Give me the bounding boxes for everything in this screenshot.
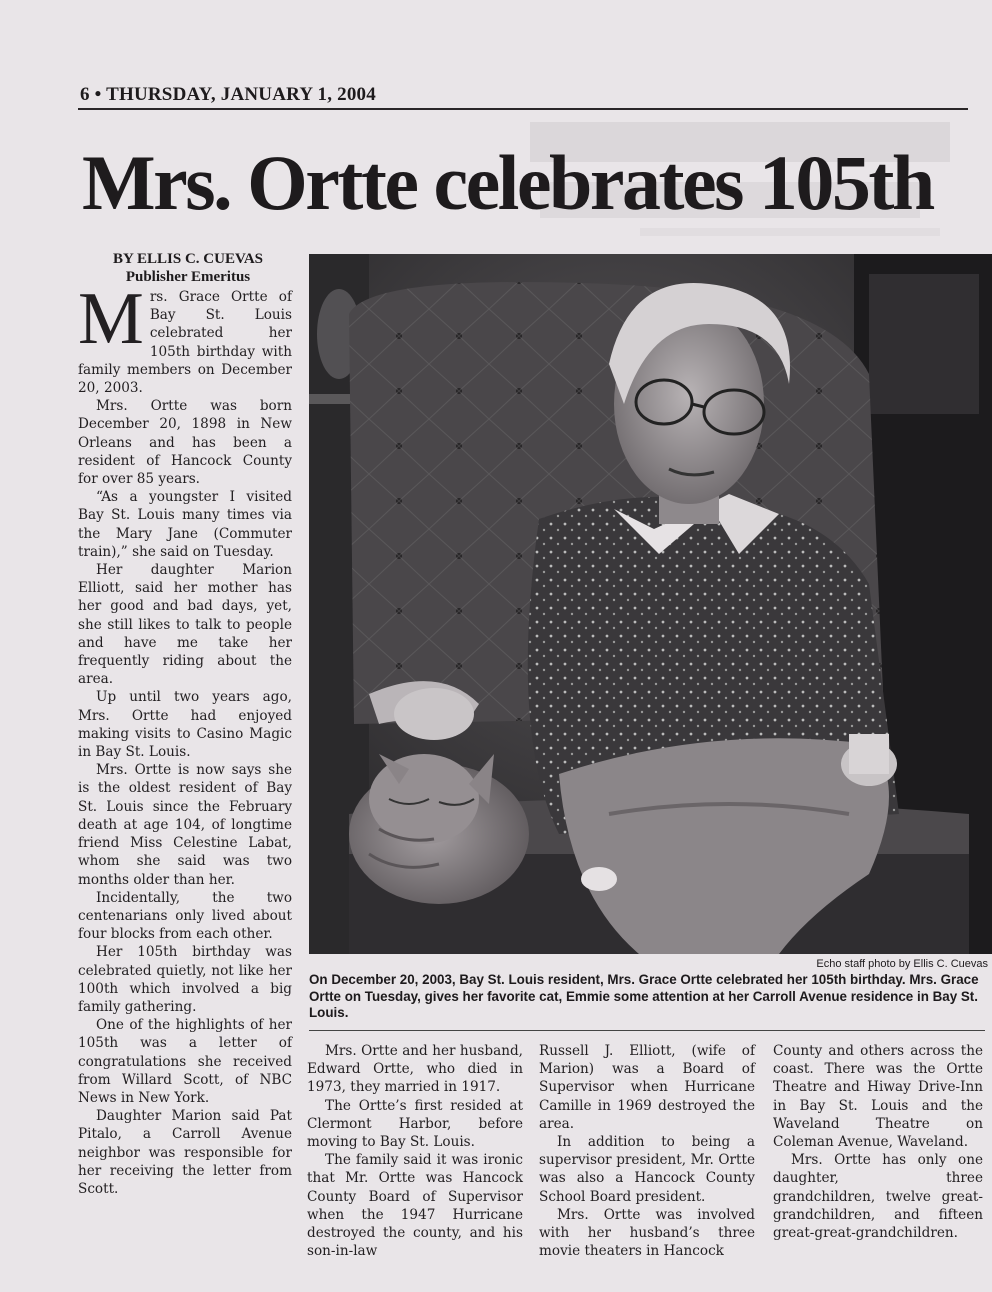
- paragraph: “As a youngster I visited Bay St. Louis many times via the Mary Jane (Commuter train),” she said on Tuesday.: [78, 489, 292, 560]
- article-photo: [309, 254, 992, 954]
- paragraph: Daughter Marion said Pat Pitalo, a Carroll Avenue neighbor was responsible for her receiving the letter from Scott.: [78, 1108, 292, 1197]
- article-column-3: [539, 1042, 755, 1260]
- caption-rule: [309, 1030, 985, 1031]
- article-column-4: [773, 1042, 983, 1242]
- article-column-1: [78, 278, 292, 1288]
- paragraph: Her 105th birthday was celebrated quietly, not like her 100th which involved a big family gathering.: [78, 944, 292, 1015]
- byline-author: BY ELLIS C. CUEVAS: [112, 251, 264, 267]
- page-folio: 6 • THURSDAY, JANUARY 1, 2004: [80, 84, 376, 105]
- paragraph: The Ortte’s first resided at Clermont Harbor, before moving to Bay St. Louis.: [307, 1097, 523, 1151]
- paragraph: One of the highlights of her 105th was a letter of congratulations she received from Willard Scott, of NBC News in New York.: [78, 1017, 292, 1106]
- byline-title: Publisher Emeritus: [125, 269, 251, 285]
- continuation-paragraph: County and others across the coast. There was the Ortte Theatre and Hiway Drive-Inn in Bay St. Louis and the Waveland Theatre on Coleman Avenue, Waveland.: [773, 1043, 983, 1151]
- lead-text: rs. Grace Ortte of Bay St. Louis celebrated her 105th birthday with family members on December 20, 2003.: [78, 289, 292, 397]
- paragraph: Incidentally, the two centenarians only lived about four blocks from each other.: [78, 889, 292, 943]
- folio-rule: [78, 108, 968, 110]
- photo-credit: Echo staff photo by Ellis C. Cuevas: [816, 958, 988, 970]
- lead-paragraph: [78, 278, 292, 397]
- article-column-2: [307, 1042, 523, 1260]
- drop-cap: M: [78, 278, 144, 360]
- paragraph: Mrs. Ortte has only one daughter, three grandchildren, twelve great-grandchildren, and fifteen great-great-grandchildren.: [773, 1152, 983, 1242]
- photo-illustration: [309, 254, 992, 954]
- paragraph: Mrs. Ortte and her husband, Edward Ortte, who died in 1973, they married in 1917.: [307, 1043, 523, 1096]
- photo-caption: On December 20, 2003, Bay St. Louis resident, Mrs. Grace Ortte celebrated her 105th birthday. Mrs. Grace Ortte on Tuesday, gives her favorite cat, Emmie some attention at her Carroll Avenue residence in Bay St. Louis.: [309, 972, 979, 1020]
- paragraph: Mrs. Ortte was born December 20, 1898 in New Orleans and has been a resident of Hancock County for over 85 years.: [78, 398, 292, 488]
- paragraph: In addition to being a supervisor president, Mr. Ortte was also a Hancock County School Board president.: [539, 1134, 755, 1205]
- paragraph: Mrs. Ortte is now says she is the oldest resident of Bay St. Louis since the February death at age 104, of longtime friend Miss Celestine Labat, whom she said was two months older than her.: [78, 762, 292, 888]
- paragraph: The family said it was ironic that Mr. Ortte was Hancock County Board of Supervisor when the 1947 Hurricane destroyed the county, and his son-in-law: [307, 1152, 523, 1260]
- paragraph: Her daughter Marion Elliott, said her mother has her good and bad days, yet, she still likes to talk to people and have me take her frequently riding about the area.: [78, 562, 292, 688]
- paragraph: Up until two years ago, Mrs. Ortte had enjoyed making visits to Casino Magic in Bay St. Louis.: [78, 689, 292, 761]
- continuation-paragraph: Russell J. Elliott, (wife of Marion) was a Board of Supervisor when Hurricane Camille in 1969 destroyed the area.: [539, 1043, 755, 1132]
- article-headline: Mrs. Ortte celebrates 105th: [82, 139, 933, 226]
- paragraph: Mrs. Ortte was involved with her husband’s three movie theaters in Hancock: [539, 1206, 755, 1260]
